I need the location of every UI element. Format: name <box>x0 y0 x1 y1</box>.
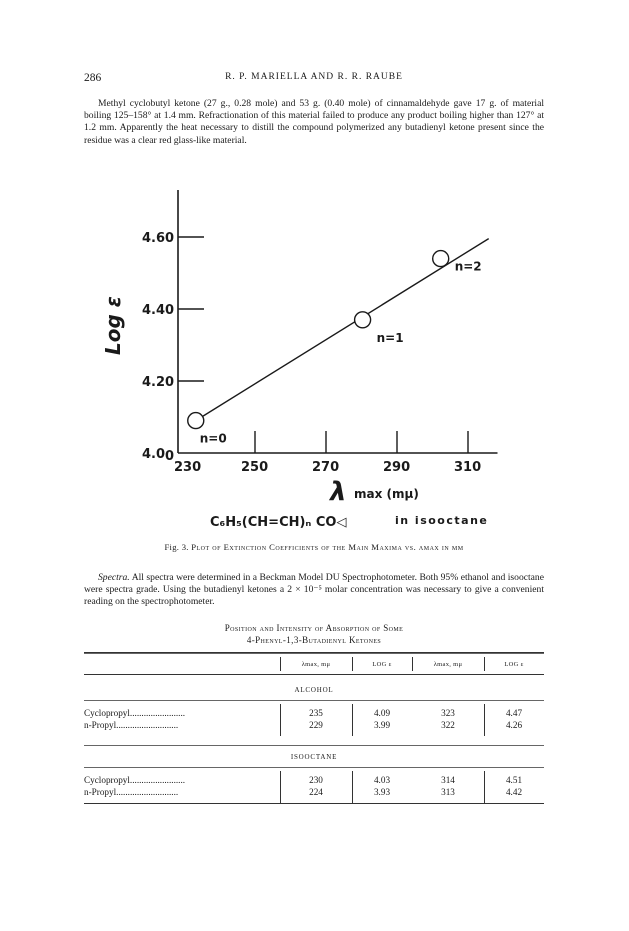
table-rule-mid <box>84 745 544 746</box>
header-lambda-2: λmax, mμ <box>433 661 463 668</box>
table-title-line-1: Position and Intensity of Absorption of Some <box>224 623 404 633</box>
table-vrule <box>484 704 485 736</box>
spectra-text: All spectra were determined in a Beckman Model DU Spectrophotometer. Both 95% ethanol and isooctane were spectra grade. Using the butadienyl ketones a 2 × 10⁻⁵ molar concentration was necessary to give a convenient reading on the spectrophotometer. <box>84 572 544 608</box>
table-vrule <box>412 657 413 671</box>
formula-label: C₆H₅(CH=CH)ₙ CO◁ <box>210 515 347 530</box>
x-tick-label: 290 <box>383 460 411 475</box>
table-rule-isooctane <box>84 767 544 768</box>
point-label: n=1 <box>376 330 404 345</box>
y-tick-label: 4.60 <box>142 231 175 246</box>
table-rule-header <box>84 674 544 675</box>
table-vrule <box>352 704 353 736</box>
row-value: 3.99 <box>373 720 391 730</box>
table-vrule <box>280 657 281 671</box>
figure-caption-text: Plot of Extinction Coefficients of the Main Maxima vs. λmax in mμ <box>191 542 464 552</box>
formula-suffix: in isooctane <box>395 514 489 527</box>
row-value: 230 <box>309 775 323 785</box>
table-vrule <box>280 704 281 736</box>
point-label: n=0 <box>199 431 227 446</box>
y-tick-label: 4.00 <box>142 447 175 464</box>
row-value: 323 <box>441 708 455 718</box>
header-log-1: LOG ε <box>372 661 392 668</box>
body-paragraph: Methyl cyclobutyl ketone (27 g., 0.28 mole) and 53 g. (0.40 mole) of cinnamaldehyde gave 17 g. of material boiling 125–158° at 1.4 mm. Refractionation of this material failed to produce any product boiling higher than 127° at 1.2 mm. Apparently the heat necessary to distill the compound polymerized any butadienyl ketone present since the residue was a clear red glass-like material. <box>84 98 544 146</box>
data-point <box>433 251 449 267</box>
table-vrule <box>484 771 485 803</box>
row-value: 224 <box>309 787 323 797</box>
figure-label: Fig. 3. <box>164 542 189 552</box>
table-title-line-2: 4-Phenyl-1,3-Butadienyl Ketones <box>246 634 382 645</box>
row-value: 4.47 <box>505 708 523 718</box>
page-header <box>84 72 544 86</box>
table-vrule <box>352 771 353 803</box>
table-title <box>84 623 544 646</box>
header-lambda-1: λmax, mμ <box>301 661 331 668</box>
row-value: 4.26 <box>505 720 523 730</box>
row-value: 314 <box>441 775 455 785</box>
x-tick-label: 270 <box>312 460 340 475</box>
row-name: n-Propyl........................... <box>84 787 179 797</box>
spectra-heading: Spectra. <box>98 572 130 583</box>
table-rule-top-thin <box>84 653 544 654</box>
point-label: n=2 <box>454 259 482 274</box>
figure-caption <box>84 542 544 552</box>
y-axis-label: Log ε <box>101 296 125 355</box>
x-tick-label: 310 <box>454 460 482 475</box>
table-vrule <box>352 657 353 671</box>
row-name: n-Propyl........................... <box>84 720 179 730</box>
row-value: 3.93 <box>373 787 391 797</box>
header-log-2: LOG ε <box>504 661 524 668</box>
x-axis-label-lambda: λ <box>330 477 347 507</box>
row-value: 4.42 <box>505 787 523 797</box>
row-value: 322 <box>441 720 455 730</box>
section-alcohol: ALCOHOL <box>294 686 334 694</box>
x-tick-label: 230 <box>174 460 202 475</box>
row-value: 235 <box>309 708 323 718</box>
extinction-coefficient-chart <box>101 190 530 535</box>
x-axis-label-unit: max (mμ) <box>354 487 419 501</box>
data-point <box>355 312 371 328</box>
row-value: 4.51 <box>505 775 523 785</box>
table-rule-alcohol <box>84 700 544 701</box>
row-value: 229 <box>309 720 323 730</box>
spectra-paragraph <box>84 572 544 609</box>
table-rule-bottom <box>84 803 544 804</box>
absorption-table <box>84 650 544 810</box>
y-tick-label: 4.20 <box>142 375 175 390</box>
section-isooctane: ISOOCTANE <box>290 753 338 761</box>
running-title: R. P. MARIELLA AND R. R. RAUBE <box>225 72 403 82</box>
x-tick-label: 250 <box>241 460 269 475</box>
y-tick-label: 4.40 <box>142 303 175 318</box>
data-point <box>188 413 204 429</box>
page-number: 286 <box>84 72 102 84</box>
row-name: Cyclopropyl........................ <box>84 708 186 718</box>
row-value: 313 <box>441 787 455 797</box>
row-value: 4.09 <box>373 708 391 718</box>
table-vrule <box>484 657 485 671</box>
table-vrule <box>280 771 281 803</box>
row-value: 4.03 <box>373 775 391 785</box>
row-name: Cyclopropyl........................ <box>84 775 186 785</box>
